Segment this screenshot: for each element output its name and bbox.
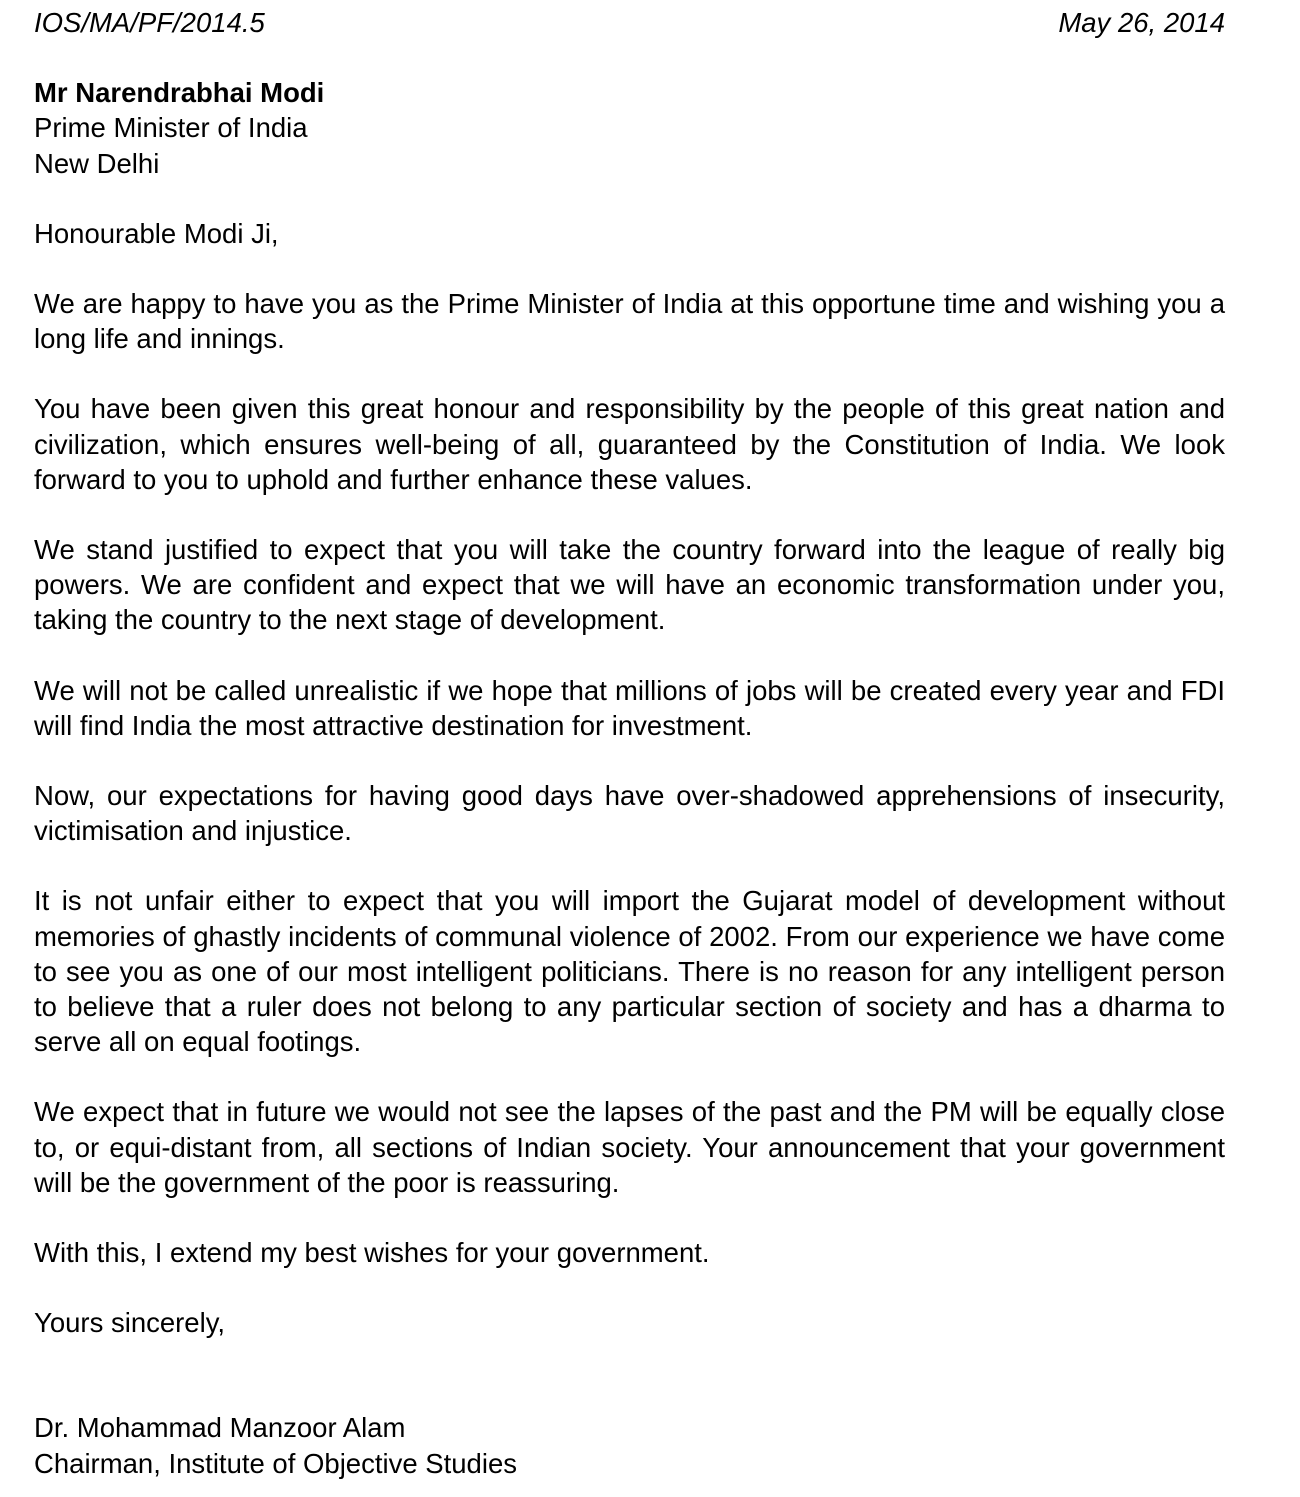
paragraph-8: With this, I extend my best wishes for your government. <box>34 1237 710 1269</box>
paragraph-7: We expect that in future we would not see the lapses of the past and the PM will be equally close to, or equi-distant from, all sections of Indian society. Your announcement that your government will be the government of the poor is reassuring. <box>34 1096 1225 1198</box>
signature-block <box>34 1410 1225 1480</box>
recipient-location: New Delhi <box>34 147 160 179</box>
signatory-position: Chairman, Institute of Objective Studies <box>34 1447 518 1479</box>
recipient-title: Prime Minister of India <box>34 112 308 144</box>
recipient-name: Mr Narendrabhai Modi <box>34 77 325 109</box>
paragraph-3: We stand justified to expect that you will take the country forward into the league of really big powers. We are confident and expect that we will have an economic transformation under you, taking the country to the next stage of development. <box>34 534 1225 636</box>
reference-number: IOS/MA/PF/2014.5 <box>34 7 265 38</box>
paragraph-2: You have been given this great honour and responsibility by the people of this great nation and civilization, which ensures well-being of all, guaranteed by the Constitution of India. We look forward to you to uphold and further enhance these values. <box>34 393 1225 495</box>
paragraph-4: We will not be called unrealistic if we hope that millions of jobs will be created every year and FDI will find India the most attractive destination for investment. <box>34 674 1225 741</box>
paragraph-1: We are happy to have you as the Prime Minister of India at this opportune time and wishing you a long life and innings. <box>34 288 1225 355</box>
recipient-block <box>34 75 1225 181</box>
letter-header <box>34 5 1225 40</box>
paragraph-6: It is not unfair either to expect that you will import the Gujarat model of development without memories of ghastly incidents of communal violence of 2002. From our experience we have come to see you as one of our most intelligent politicians. There is no reason for any intelligent person to believe that a ruler does not belong to any particular section of society and has a dharma to serve all on equal footings. <box>34 885 1225 1058</box>
signatory-name: Dr. Mohammad Manzoor Alam <box>34 1412 406 1444</box>
closing: Yours sincerely, <box>34 1307 226 1339</box>
letter-date: May 26, 2014 <box>1058 7 1225 38</box>
letter-page <box>34 5 1225 1481</box>
paragraph-5: Now, our expectations for having good days have over-shadowed apprehensions of insecurity, victimisation and injustice. <box>34 780 1225 847</box>
salutation: Honourable Modi Ji, <box>34 217 279 249</box>
